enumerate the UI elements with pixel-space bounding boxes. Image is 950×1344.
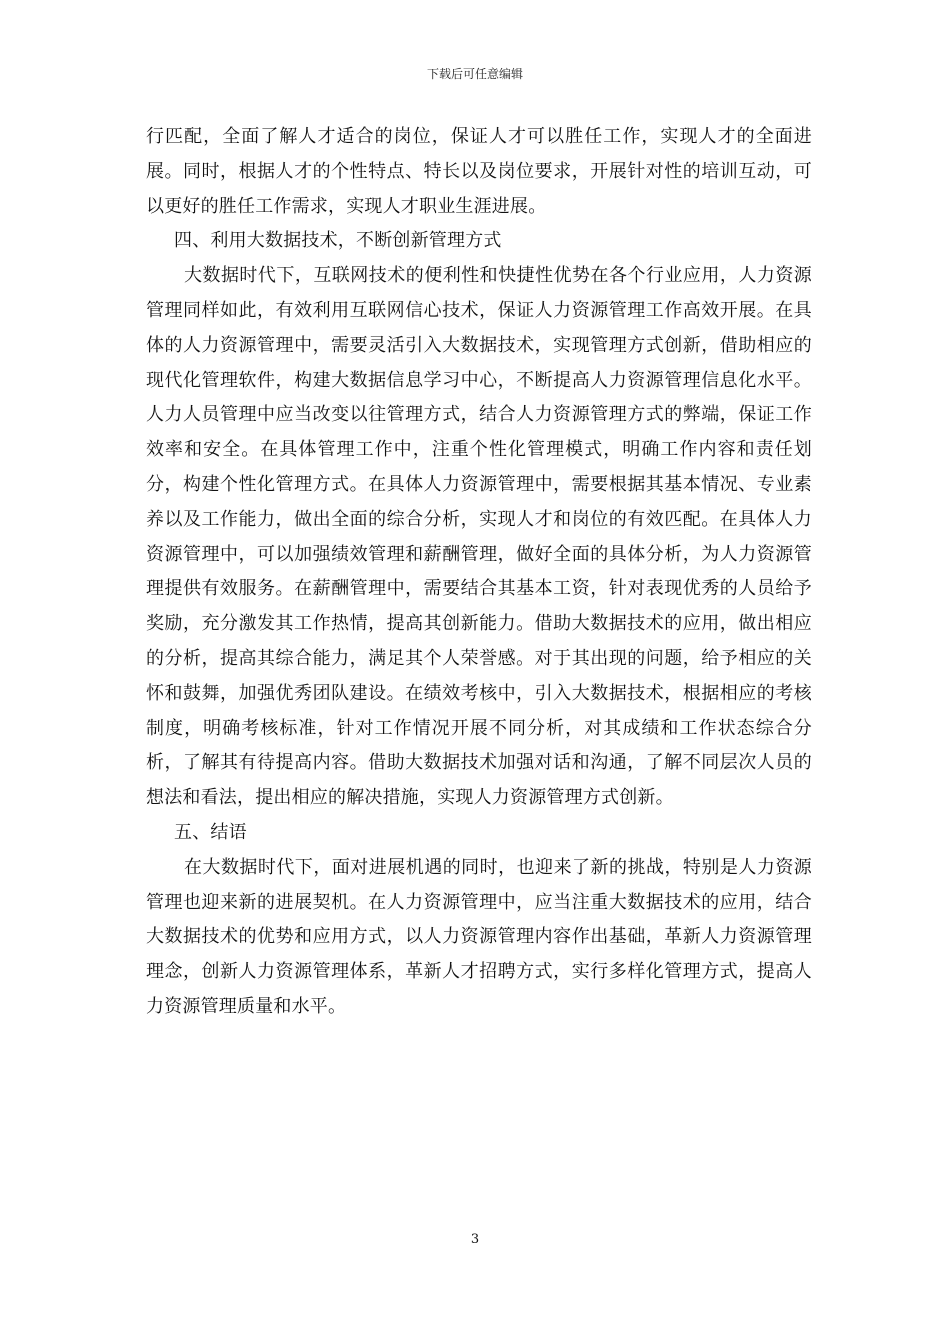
page-number: 3 [470, 1232, 480, 1247]
document-body [146, 120, 812, 1025]
paragraph-conclusion: 在大数据时代下，面对进展机遇的同时，也迎来了新的挑战，特别是人力资源管理也迎来新的进展契机。在人力资源管理中，应当注重大数据技术的应用，结合大数据技术的优势和应用方式，以人力资源管理内容作出基础，革新人力资源管理理念，创新人力资源管理体系，革新人才招聘方式，实行多样化管理方式，提高人力资源管理质量和水平。 [146, 856, 812, 1017]
paragraph-continued: 行匹配，全面了解人才适合的岗位，保证人才可以胜任工作，实现人才的全面进展。同时，根据人才的个性特点、特长以及岗位要求，开展针对性的培训互动，可以更好的胜任工作需求，实现人才职业生涯进展。 [146, 126, 812, 217]
page-header: 下载后可任意编辑 [426, 67, 523, 81]
section-heading-4: 四、利用大数据技术，不断创新管理方式 [174, 230, 502, 252]
paragraph-big-data-management: 大数据时代下，互联网技术的便利性和快捷性优势在各个行业应用，人力资源管理同样如此，有效利用互联网信心技术，保证人力资源管理工作高效开展。在具体的人力资源管理中，需要灵活引入大数据技术，实现管理方式创新，借助相应的现代化管理软件，构建大数据信息学习中心，不断提高人力资源管理信息化水平。人力人员管理中应当改变以往管理方式，结合人力资源管理方式的弊端，保证工作效率和安全。在具体管理工作中，注重个性化管理模式，明确工作内容和责任划分，构建个性化管理方式。在具体人力资源管理中，需要根据其基本情况、专业素养以及工作能力，做出全面的综合分析，实现人才和岗位的有效匹配。在具体人力资源管理中，可以加强绩效管理和薪酬管理，做好全面的具体分析，为人力资源管理提供有效服务。在薪酬管理中，需要结合其基本工资，针对表现优秀的人员给予奖励，充分激发其工作热情，提高其创新能力。借助大数据技术的应用，做出相应的分析，提高其综合能力，满足其个人荣誉感。对于其出现的问题，给予相应的关怀和鼓舞，加强优秀团队建设。在绩效考核中，引入大数据技术，根据相应的考核制度，明确考核标准，针对工作情况开展不同分析，对其成绩和工作状态综合分析，了解其有待提高内容。借助大数据技术加强对话和沟通，了解不同层次人员的想法和看法，提出相应的解决措施，实现人力资源管理方式创新。 [146, 265, 812, 809]
section-heading-5: 五、结语 [174, 821, 247, 843]
